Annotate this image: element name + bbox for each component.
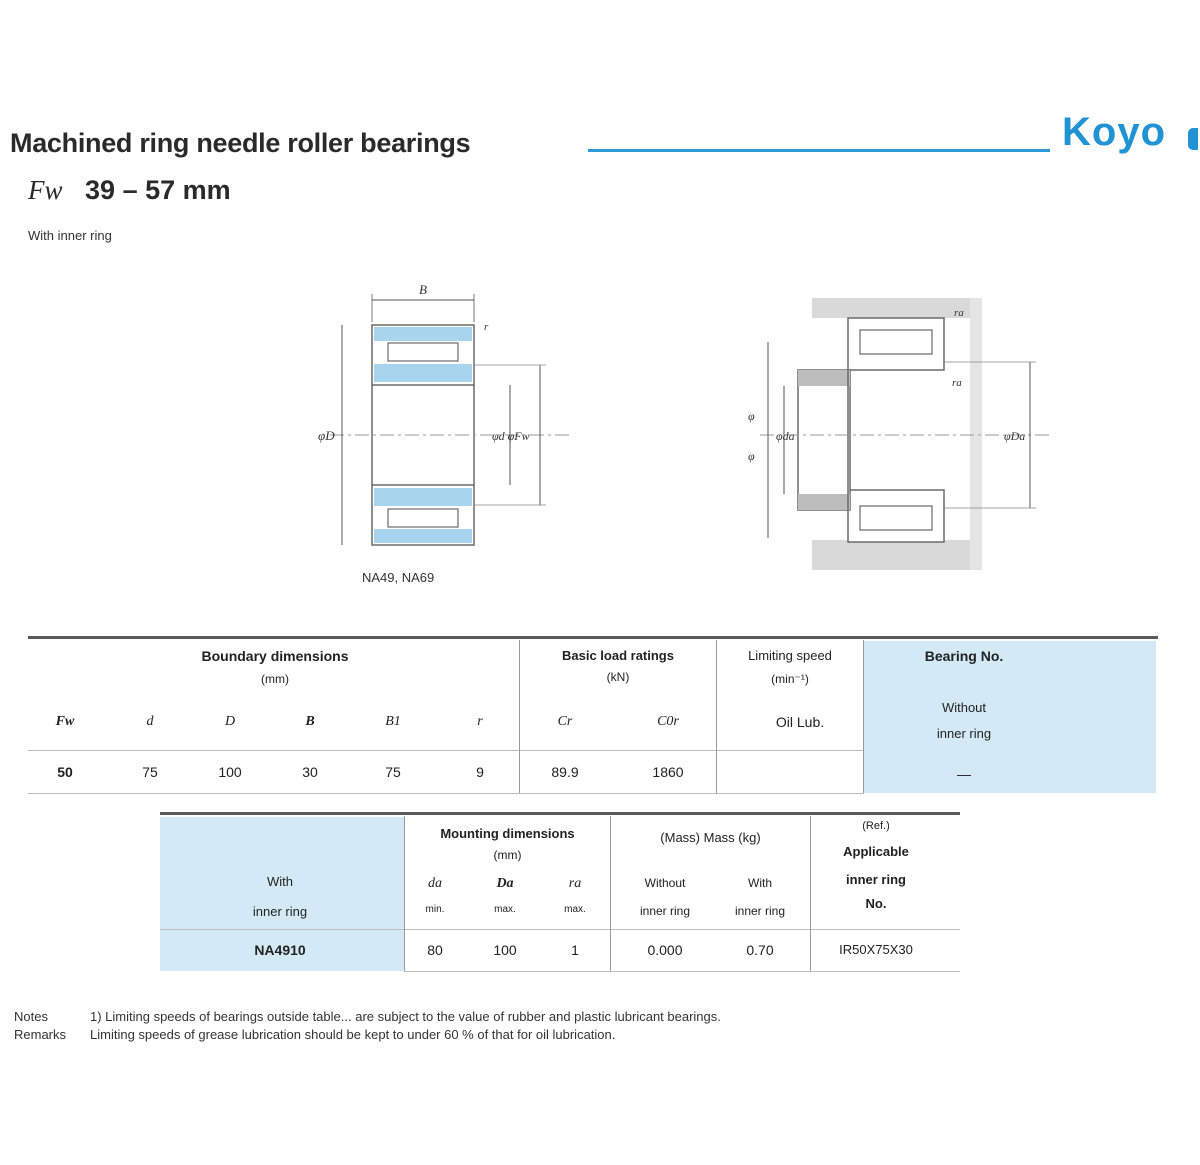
brand-logo: Koyo — [1062, 110, 1166, 154]
dim-da-inner-label: φda — [776, 429, 795, 443]
col-ra: ra — [568, 876, 582, 891]
mounting-unit: (mm) — [493, 848, 522, 862]
cell-b1: 75 — [385, 764, 401, 780]
remark-line — [14, 1026, 721, 1044]
cell-da-outer: 100 — [493, 942, 517, 958]
col-oil-lub: Oil Lub. — [775, 714, 825, 730]
col-ra-max: max. — [564, 904, 586, 915]
col-da-outer: Da — [496, 876, 514, 891]
boundary-unit: (mm) — [261, 672, 289, 686]
cell-outer-d: 100 — [218, 764, 242, 780]
col-da-min: min. — [425, 904, 445, 915]
mass-with-header: With — [748, 876, 772, 890]
dim-fw-label: φd φFw — [492, 429, 530, 443]
mass-without-header-2: inner ring — [639, 904, 691, 918]
drawing-series-label: NA49, NA69 — [362, 570, 435, 585]
note-line — [14, 1008, 721, 1026]
load-ratings-header: Basic load ratings — [562, 648, 674, 663]
remarks-text: Limiting speeds of grease lubrication should be kept to under 60 % of that for oil lubrication. — [90, 1027, 616, 1042]
col-b: B — [305, 714, 315, 729]
notes-label: Notes — [14, 1009, 48, 1024]
applicable-header-2: inner ring — [846, 872, 906, 887]
with-inner-header-2: inner ring — [252, 904, 308, 919]
cell-d: 75 — [142, 764, 158, 780]
mounting-drawing — [740, 290, 1060, 590]
cell-r: 9 — [476, 764, 484, 780]
cell-mass-without: 0.000 — [647, 942, 683, 958]
col-d: d — [146, 714, 154, 729]
speed-unit: (min⁻¹) — [771, 672, 809, 686]
remarks-label: Remarks — [14, 1027, 67, 1042]
col-da-max: max. — [494, 904, 516, 915]
load-unit: (kN) — [606, 670, 630, 684]
cell-without-inner: — — [957, 766, 971, 782]
col-outer-d: D — [224, 714, 236, 729]
table-header-rule — [28, 750, 864, 751]
brand-mark — [1188, 128, 1198, 150]
dim-phi2-label: φ — [748, 449, 755, 463]
mass-without-header: Without — [644, 876, 686, 890]
applicable-header-3: No. — [865, 896, 887, 911]
dim-ra-label: ra — [954, 307, 964, 319]
cell-applicable-inner-ring: IR50X75X30 — [839, 942, 913, 957]
col-cr: Cr — [557, 714, 573, 729]
dim-d-label: φD — [318, 428, 335, 443]
col-fw: Fw — [55, 714, 75, 729]
cell-mass-with: 0.70 — [746, 942, 774, 958]
limiting-speed-header: Limiting speed — [748, 648, 832, 663]
dim-phi1-label: φ — [748, 409, 755, 423]
page-title: Machined ring needle roller bearings — [10, 128, 471, 158]
table2-top-rule — [160, 812, 960, 815]
cell-cr: 89.9 — [551, 764, 579, 780]
size-range — [28, 175, 231, 206]
cell-da: 80 — [427, 942, 443, 958]
notes-text: 1) Limiting speeds of bearings outside table... are subject to the value of rubber and plastic lubricant bearings. — [90, 1009, 721, 1024]
cell-bearing-no: NA4910 — [254, 942, 306, 958]
col-c0r: C0r — [657, 714, 679, 729]
dim-r-label: r — [484, 321, 489, 333]
cell-fw: 50 — [57, 764, 73, 780]
footnotes — [14, 1008, 721, 1044]
bearing-no-header: Bearing No. — [924, 648, 1004, 664]
mass-with-header-2: inner ring — [734, 904, 786, 918]
ref-header: (Ref.) — [862, 820, 890, 832]
table-bottom-rule — [28, 793, 864, 794]
bearing-cross-section-drawing — [300, 270, 600, 570]
with-inner-header: With — [267, 874, 293, 889]
table-top-rule — [28, 636, 1158, 639]
applicable-header: Applicable — [843, 844, 909, 859]
without-inner-header: Without — [941, 700, 987, 715]
mounting-dimensions-header: Mounting dimensions — [440, 826, 575, 841]
col-da: da — [428, 876, 442, 891]
dim-ra2-label: ra — [952, 377, 962, 389]
boundary-dimensions-header: Boundary dimensions — [201, 648, 349, 664]
dim-da-label: φDa — [1004, 429, 1026, 443]
mass-header: (Mass) Mass (kg) — [660, 830, 761, 845]
cell-b: 30 — [302, 764, 318, 780]
fw-symbol: Fw — [28, 175, 63, 205]
figure-caption: With inner ring — [28, 228, 112, 243]
dim-b-label: B — [419, 282, 427, 297]
col-b1: B1 — [385, 714, 401, 729]
cell-c0r: 1860 — [652, 764, 684, 780]
without-inner-header-2: inner ring — [936, 726, 992, 741]
table2-bottom-rule — [404, 971, 960, 972]
cell-ra: 1 — [571, 942, 579, 958]
col-r: r — [477, 714, 483, 729]
table2-header-rule — [160, 929, 960, 930]
title-rule — [588, 149, 1050, 152]
size-range-value: 39 – 57 mm — [85, 175, 231, 205]
